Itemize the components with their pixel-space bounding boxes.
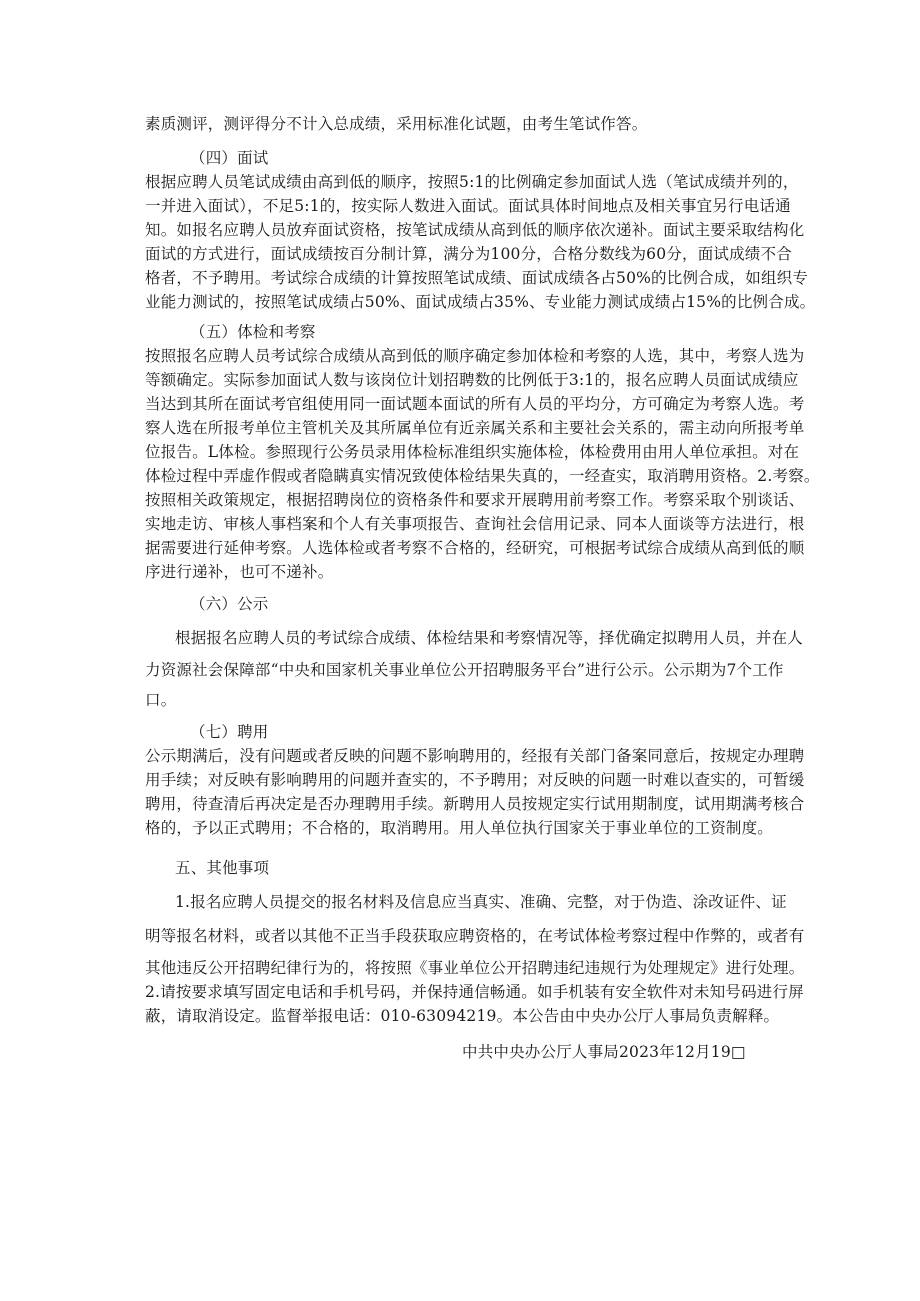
section-heading: （四）面试 xyxy=(190,149,269,167)
text-line: 2.请按要求填写固定电话和手机号码，并保持通信畅通。如手机装有安全软件对未知号码进行屏 xyxy=(145,983,804,1001)
text-line: 知。如报名应聘人员放弃面试资格，按笔试成绩从高到低的顺序依次递补。面试主要采取结构化 xyxy=(145,221,805,239)
text-line: 其他违反公开招聘纪律行为的，将按照《事业单位公开招聘违纪违规行为处理规定》进行处理。 xyxy=(145,959,805,977)
text-line: 位报告。L体检。参照现行公务员录用体检标准组织实施体检，体检费用由用人单位承担。对在 xyxy=(145,443,800,461)
text-line: 格的，予以正式聘用；不合格的，取消聘用。用人单位执行国家关于事业单位的工资制度。 xyxy=(145,819,774,837)
text-line: 根据报名应聘人员的考试综合成绩、体检结果和考察情况等，择优确定拟聘用人员，并在人 xyxy=(175,629,804,647)
text-line: 据需要进行延伸考察。人选体检或者考察不合格的，经研究，可根据考试综合成绩从高到低的顺 xyxy=(145,539,805,557)
text-line: 实地走访、审核人事档案和个人有关事项报告、查询社会信用记录、同本人面谈等方法进行，根 xyxy=(145,515,805,533)
text-line: 业能力测试的，按照笔试成绩占50%、面试成绩占35%、专业能力测试成绩占15%的比例合成。 xyxy=(145,293,816,311)
text-line: 体检过程中弄虚作假或者隐瞒真实情况致使体检结果失真的，一经查实，取消聘用资格。2.考察。 xyxy=(145,467,820,485)
text-line: 按照报名应聘人员考试综合成绩从高到低的顺序确定参加体检和考察的人选，其中，考察人选为 xyxy=(145,347,805,365)
section-heading: （七）聘用 xyxy=(190,723,269,741)
text-line: 明等报名材料，或者以其他不正当手段获取应聘资格的，在考试体检考察过程中作弊的，或者有 xyxy=(145,927,805,945)
text-line: 素质测评，测评得分不计入总成绩，采用标准化试题，由考生笔试作答。 xyxy=(145,115,648,133)
text-line: 格者，不予聘用。考试综合成绩的计算按照笔试成绩、面试成绩各占50%的比例合成，如组织专 xyxy=(145,269,809,287)
text-line: 当达到其所在面试考官组使用同一面试题本面试的所有人员的平均分，方可确定为考察人选。考 xyxy=(145,395,805,413)
text-line: 聘用，待查清后再决定是否办理聘用手续。新聘用人员按规定实行试用期制度，试用期满考核合 xyxy=(145,795,805,813)
text-line: 1.报名应聘人员提交的报名材料及信息应当真实、准确、完整，对于伪造、涂改证件、证 xyxy=(175,893,787,911)
section-heading: （五）体检和考察 xyxy=(190,323,316,341)
text-line: 用手续；对反映有影响聘用的问题并查实的，不予聘用；对反映的问题一时难以查实的，可暂缓 xyxy=(145,771,805,789)
text-line: 序进行递补，也可不递补。 xyxy=(145,563,334,581)
text-line: 根据应聘人员笔试成绩由高到低的顺序，按照5:1的比例确定参加面试人选（笔试成绩并列的， xyxy=(145,173,799,191)
text-line: 面试的方式进行，面试成绩按百分制计算，满分为100分，合格分数线为60分，面试成绩不合 xyxy=(145,245,792,263)
text-line: 蔽，请取消设定。监督举报电话：010-63094219。本公告由中央办公厅人事局负责解释。 xyxy=(145,1007,780,1025)
section-heading: （六）公示 xyxy=(190,595,269,613)
section-heading: 五、其他事项 xyxy=(175,859,270,877)
text-line: 按照相关政策规定，根据招聘岗位的资格条件和要求开展聘用前考察工作。考察采取个别谈话、 xyxy=(145,491,805,509)
text-line: 一并进入面试），不足5:1的，按实际人数进入面试。面试具体时间地点及相关事宜另行电话通 xyxy=(145,197,791,215)
text-line: 等额确定。实际参加面试人数与该岗位计划招聘数的比例低于3:1的，报名应聘人员面试成绩应 xyxy=(145,371,799,389)
text-line: 公示期满后，没有问题或者反映的问题不影响聘用的，经报有关部门备案同意后，按规定办理聘 xyxy=(145,747,805,765)
text-line: 口。 xyxy=(145,691,177,709)
signature-line: 中共中央办公厅人事局2023年12月19□ xyxy=(462,1043,746,1061)
text-line: 察人选在所报考单位主管机关及其所属单位有近亲属关系和主要社会关系的，需主动向所报考单 xyxy=(145,419,805,437)
text-line: 力资源社会保障部“中央和国家机关事业单位公开招聘服务平台”进行公示。公示期为7个工作 xyxy=(145,661,784,679)
